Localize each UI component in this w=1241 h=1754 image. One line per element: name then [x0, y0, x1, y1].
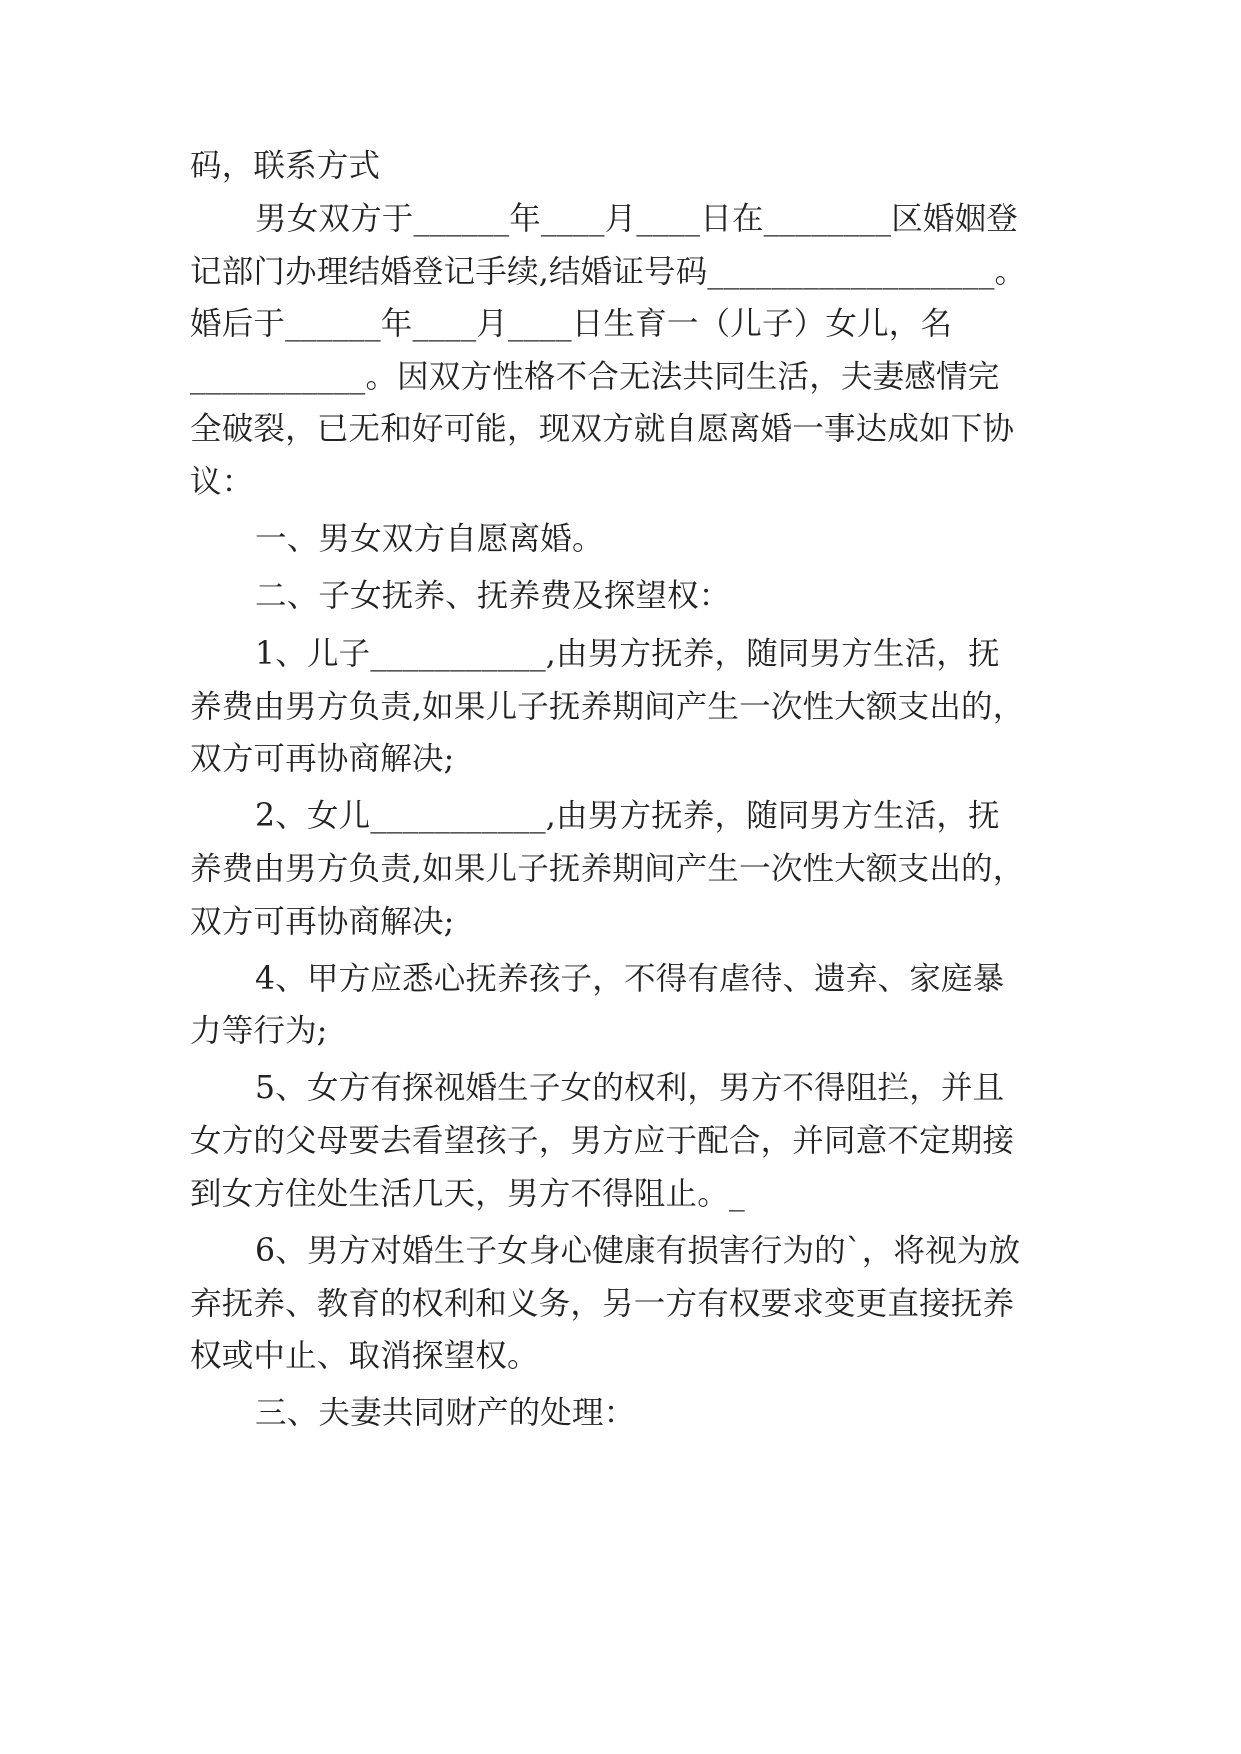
text-line: 5、女方有探视婚生子女的权利，男方不得阻拦，并且 — [255, 1070, 1005, 1106]
text-line: 三、夫妻共同财产的处理： — [255, 1395, 636, 1431]
text-line: 全破裂，已无和好可能，现双方就自愿离婚一事达成如下协 — [190, 411, 1015, 447]
text-line: 记部门办理结婚登记手续,结婚证号码__________________。 — [190, 254, 1027, 290]
text-line: 双方可再协商解决; — [190, 741, 455, 777]
text-line: 码，联系方式 — [190, 148, 381, 184]
text-line: 4、甲方应悉心抚养孩子，不得有虐待、遗弃、家庭暴 — [255, 961, 1005, 997]
text-line: 1、儿子___________,由男方抚养，随同男方生活，抚 — [255, 636, 1000, 672]
text-line: 2、女儿___________,由男方抚养，随同男方生活，抚 — [255, 798, 1000, 834]
text-line: 婚后于______年____月____日生育一（儿子）女儿，名 — [190, 306, 953, 342]
text-line: 到女方住处生活几天，男方不得阻止。_ — [190, 1176, 745, 1212]
text-line: 女方的父母要去看望孩子，男方应于配合，并同意不定期接 — [190, 1123, 1015, 1159]
text-line: 养费由男方负责,如果儿子抚养期间产生一次性大额支出的， — [190, 689, 1025, 725]
text-line: 权或中止、取消探望权。 — [190, 1338, 539, 1374]
text-line: 议： — [190, 464, 254, 500]
text-line: 男女双方于______年____月____日在________区婚姻登 — [255, 201, 1019, 237]
text-line: 6、男方对婚生子女身心健康有损害行为的`，将视为放 — [255, 1233, 1021, 1269]
text-line: 二、子女抚养、抚养费及探望权： — [255, 578, 731, 614]
text-line: 力等行为; — [190, 1013, 328, 1049]
text-line: 弃抚养、教育的权利和义务，另一方有权要求变更直接抚养 — [190, 1286, 1015, 1322]
text-line: ___________。因双方性格不合无法共同生活，夫妻感情完 — [190, 359, 1000, 395]
text-line: 双方可再协商解决; — [190, 904, 455, 940]
text-line: 养费由男方负责,如果儿子抚养期间产生一次性大额支出的， — [190, 851, 1025, 887]
text-line: 一、男女双方自愿离婚。 — [255, 521, 604, 557]
